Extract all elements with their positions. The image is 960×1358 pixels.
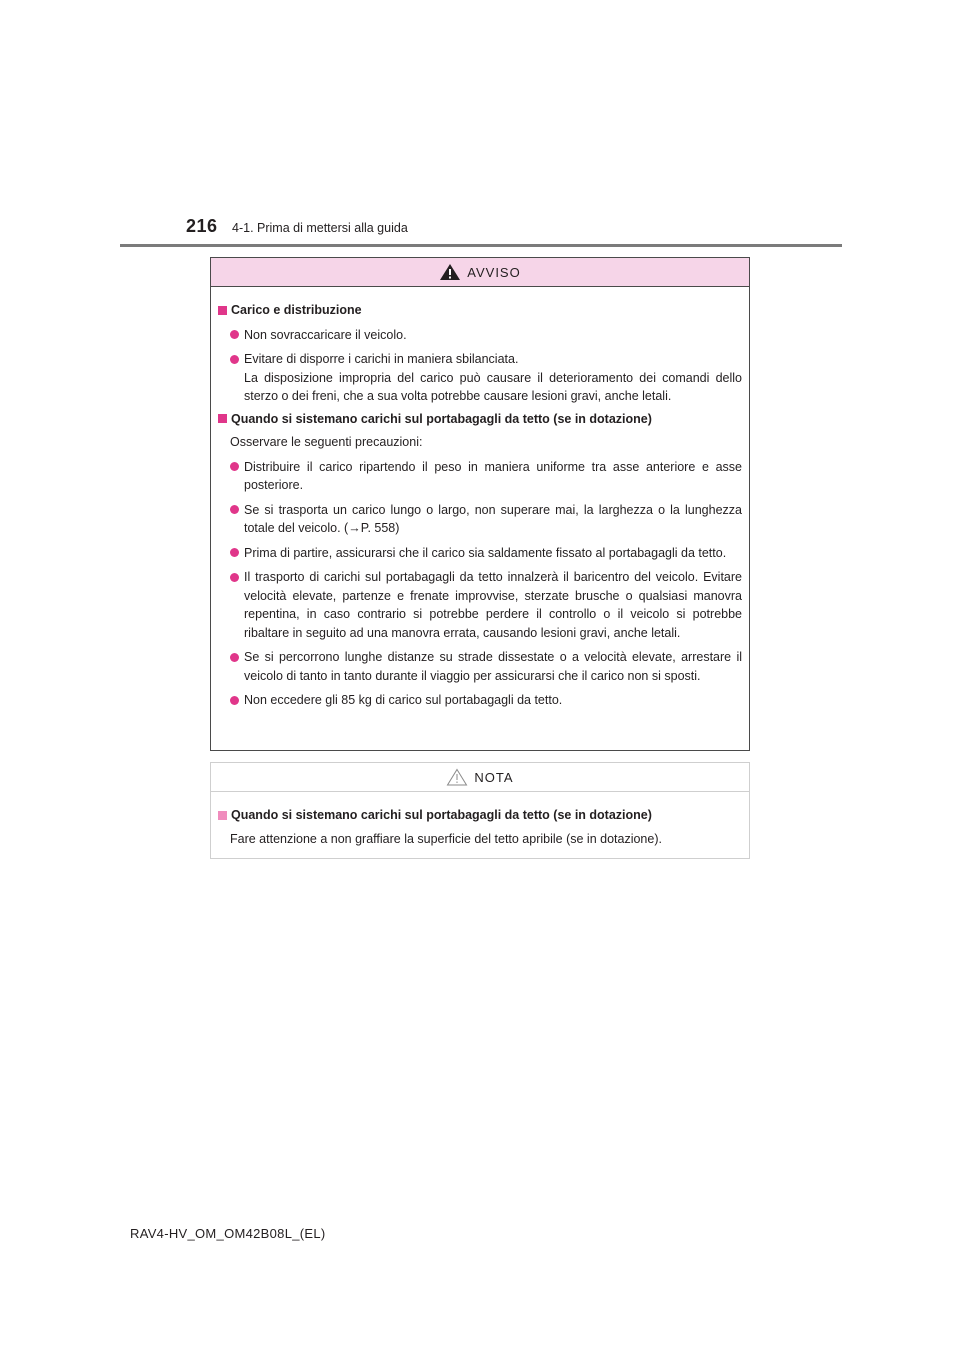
list-item bbox=[218, 458, 742, 495]
round-bullet-icon bbox=[230, 573, 239, 582]
list-item bbox=[218, 568, 742, 642]
list-item-text: Se si trasporta un carico lungo o largo, non superare mai, la larghezza o la lunghezza totale del veicolo. (→P. 558) bbox=[244, 502, 742, 535]
warning-triangle-icon bbox=[439, 263, 461, 281]
list-item bbox=[218, 691, 742, 710]
note-box-body bbox=[211, 792, 749, 848]
list-item-text: Non eccedere gli 85 kg di carico sul portabagagli da tetto. bbox=[244, 693, 563, 707]
list-item-text: Non sovraccaricare il veicolo. bbox=[244, 327, 407, 342]
warning-box bbox=[210, 257, 750, 751]
list-item bbox=[218, 326, 742, 345]
list-item-text: Prima di partire, assicurarsi che il carico sia saldamente fissato al portabagagli da tetto. bbox=[244, 545, 727, 560]
list-item-text: La disposizione impropria del carico può causare il deterioramento dei comandi dello sterzo o dei freni, che a sua volta potrebbe causare lesioni gravi, anche letali. bbox=[244, 370, 742, 403]
list-item-text: Il trasporto di carichi sul portabagagli da tetto innalzerà il baricentro del veicolo. Evitare velocità elevate, partenze e frenate improvvise, sterzate brusche o qualsiasi manovra repentina, in caso contrario si potrebbe perdere il controllo o il veicolo si potrebbe ribaltare in seguito ad una manovra errata, causando lesioni gravi, anche letali. bbox=[244, 570, 742, 640]
list-item bbox=[218, 350, 742, 406]
caution-triangle-outline-icon bbox=[446, 768, 468, 786]
header-divider bbox=[120, 244, 842, 247]
round-bullet-icon bbox=[230, 462, 239, 471]
warning-box-body bbox=[211, 287, 749, 710]
list-item bbox=[218, 648, 742, 685]
note-box-title: NOTA bbox=[474, 769, 514, 785]
square-bullet-icon bbox=[218, 306, 227, 315]
round-bullet-icon bbox=[230, 548, 239, 557]
list-item bbox=[218, 544, 742, 563]
list-item-text: Se si percorrono lunghe distanze su strade dissestate o a velocità elevate, arrestare il veicolo di tanto in tanto durante il viaggio per assicurarsi che il carico non si sposti. bbox=[244, 650, 742, 683]
document-code: RAV4-HV_OM_OM42B08L_(EL) bbox=[130, 1226, 326, 1241]
round-bullet-icon bbox=[230, 505, 239, 514]
warning-section-heading: Carico e distribuzione bbox=[218, 301, 742, 320]
square-bullet-icon bbox=[218, 811, 227, 820]
warning-box-title: AVVISO bbox=[467, 264, 521, 280]
square-bullet-icon bbox=[218, 414, 227, 423]
note-heading: Quando si sistemano carichi sul portabagagli da tetto (se in dotazione) bbox=[218, 806, 742, 825]
list-item bbox=[218, 501, 742, 538]
list-item-text: Evitare di disporre i carichi in maniera sbilanciata. bbox=[244, 352, 519, 366]
round-bullet-icon bbox=[230, 330, 239, 339]
warning-section-intro: Osservare le seguenti precauzioni: bbox=[230, 435, 423, 449]
page-number: 216 bbox=[186, 216, 218, 236]
warning-section-heading: Quando si sistemano carichi sul portabagagli da tetto (se in dotazione) bbox=[218, 410, 742, 429]
round-bullet-icon bbox=[230, 653, 239, 662]
round-bullet-icon bbox=[230, 355, 239, 364]
list-item-text: Distribuire il carico ripartendo il peso in maniera uniforme tra asse anteriore e asse posteriore. bbox=[244, 459, 742, 492]
note-text: Fare attenzione a non graffiare la superficie del tetto apribile (se in dotazione). bbox=[230, 831, 662, 846]
note-box-header bbox=[211, 763, 749, 792]
section-title: 4-1. Prima di mettersi alla guida bbox=[232, 221, 408, 235]
warning-box-header bbox=[211, 258, 749, 287]
round-bullet-icon bbox=[230, 696, 239, 705]
note-box bbox=[210, 762, 750, 859]
